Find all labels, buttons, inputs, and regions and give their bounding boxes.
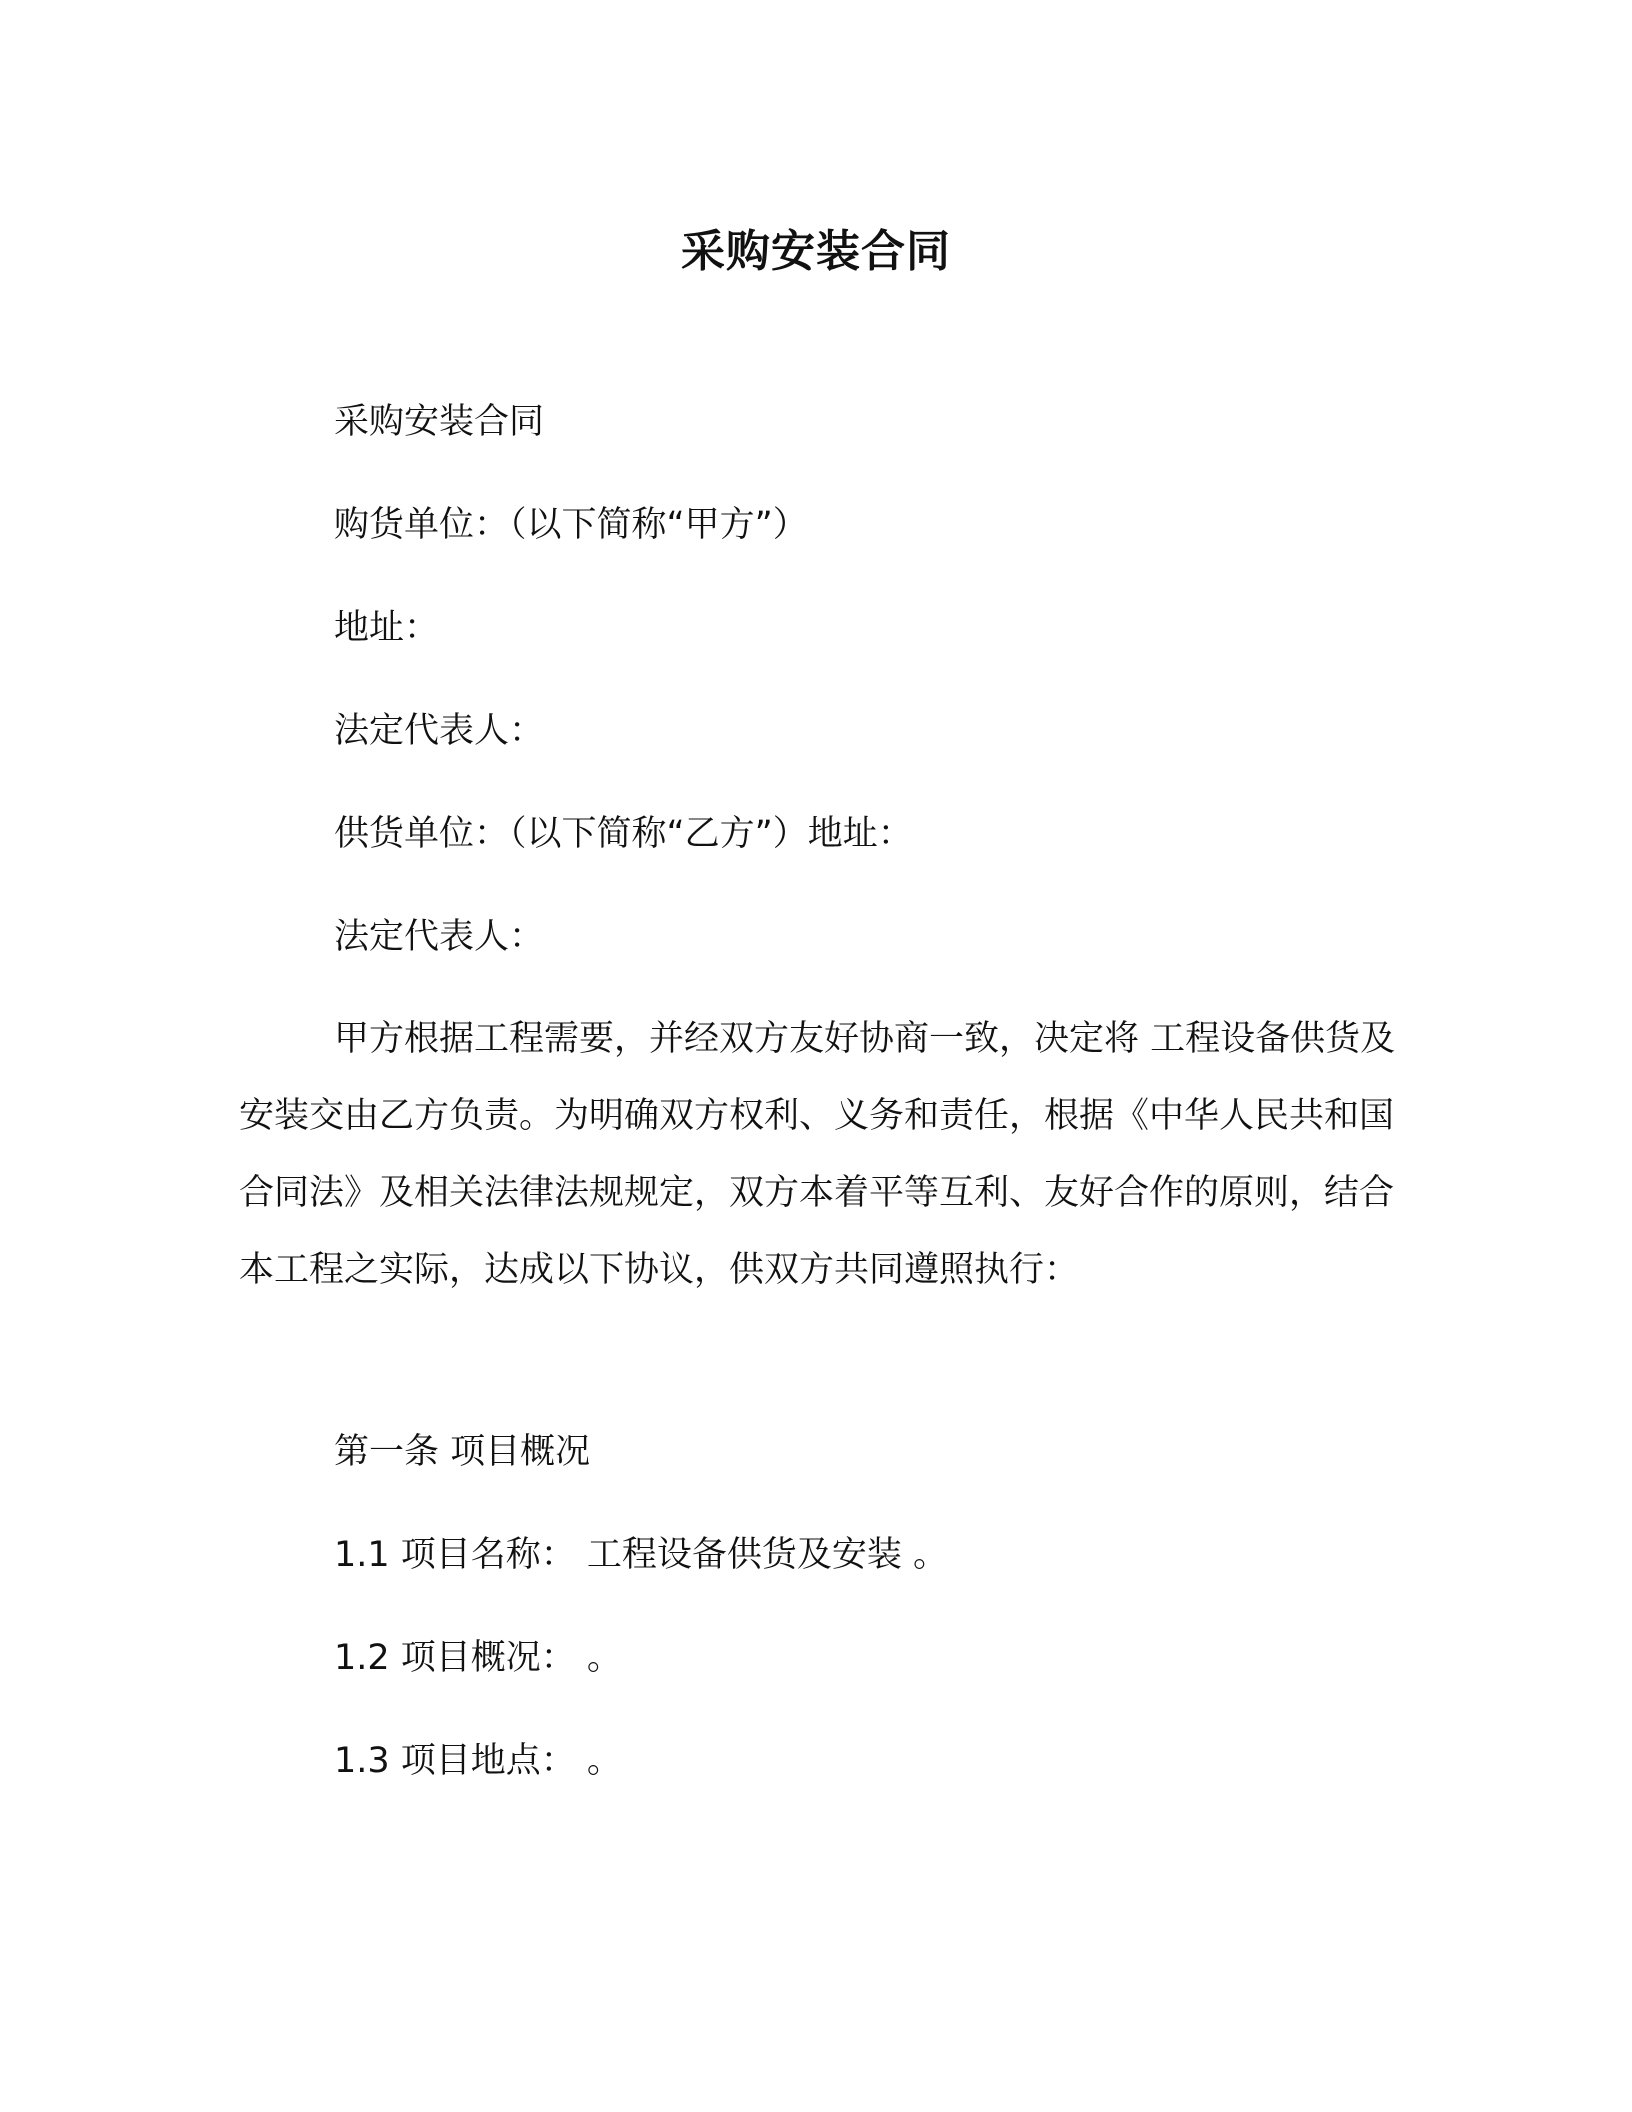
buyer-address: 地址：: [334, 608, 440, 648]
preamble-paragraph: 甲方根据工程需要，并经双方友好协商一致，决定将 工程设备供货及安装交由乙方负责。为明确双方权利、义务和责任，根据《中华人民共和国合同法》及相关法律法规规定，双方本着平等互利、友好合作的原则，结合本工程之实际，达成以下协议，供双方共同遵照执行：: [239, 1019, 1396, 1290]
article-1-item-1-1: 1.1 项目名称： 工程设备供货及安装 。: [334, 1535, 949, 1575]
article-1-item-1-2: 1.2 项目概况： 。: [334, 1638, 622, 1678]
buyer-line: 购货单位：（以下简称“甲方”）: [334, 505, 808, 545]
buyer-legal-representative: 法定代表人：: [334, 711, 545, 751]
article-1-item-1-3: 1.3 项目地点： 。: [334, 1741, 622, 1781]
supplier-line: 供货单位：（以下简称“乙方”）地址：: [334, 814, 913, 854]
supplier-legal-representative: 法定代表人：: [334, 917, 545, 957]
contract-subtitle: 采购安装合同: [334, 402, 545, 442]
document-title: 采购安装合同: [681, 226, 951, 277]
article-1-heading: 第一条 项目概况: [334, 1432, 591, 1472]
